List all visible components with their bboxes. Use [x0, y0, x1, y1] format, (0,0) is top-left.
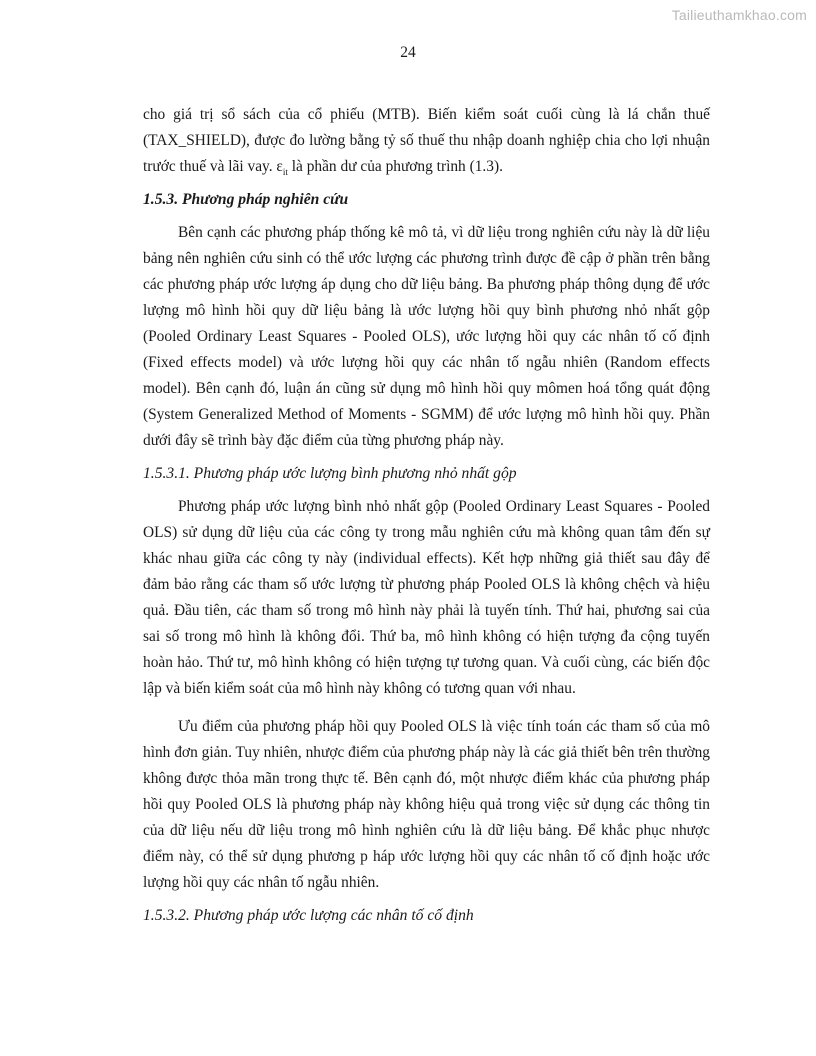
paragraph-research-methods: Bên cạnh các phương pháp thống kê mô tả, vì dữ liệu trong nghiên cứu này là dữ liệu bảng nên nghiên cứu sinh có thể ước lượng các phương trình được đề cập ở phần trên bằng các phương pháp ước lượng áp dụng cho dữ liệu bảng. Ba phương pháp thông dụng để ước lượng mô hình hồi quy dữ liệu bảng là ước lượng hồi quy bình phương nhỏ nhất gộp (Pooled Ordinary Least Squares - Pooled OLS), ước lượng hồi quy các nhân tố cố định (Fixed effects model) và ước lượng hồi quy các nhân tố ngẫu nhiên (Random effects model). Bên cạnh đó, luận án cũng sử dụng mô hình hồi quy mômen hoá tổng quát động (System Generalized Method of Moments - SGMM) để ước lượng mô hình hồi quy. Phần dưới đây sẽ trình bày đặc điểm của từng phương pháp này. — [143, 224, 710, 449]
paragraph-ols-advantages: Ưu điểm của phương pháp hồi quy Pooled OLS là việc tính toán các tham số của mô hình đơn giản. Tuy nhiên, nhược điểm của phương pháp này là các giả thiết bên trên thường không được thỏa mãn trong thực tế. Bên cạnh đó, một nhược điểm khác của phương pháp hồi quy Pooled OLS là phương pháp này không hiệu quả trong việc sử dụng các thông tin của dữ liệu nếu dữ liệu trong mô hình nghiên cứu là dữ liệu bảng. Để khắc phục nhược điểm này, có thể sử dụng phương p háp ước lượng hồi quy các nhân tố cố định hoặc ước lượng hồi quy các nhân tố ngẫu nhiên. — [143, 718, 710, 891]
section-heading-1-5-3: 1.5.3. Phương pháp nghiên cứu — [143, 191, 349, 208]
paragraph-pooled-ols: Phương pháp ước lượng bình nhỏ nhất gộp (Pooled Ordinary Least Squares - Pooled OLS) sử dụng dữ liệu của các công ty trong mẫu nghiên cứu mà không quan tâm đến sự khác nhau giữa các công ty này (individual effects). Kết hợp những giả thiết sau đây để đảm bảo rằng các tham số ước lượng từ phương pháp Pooled OLS là không chệch và hiệu quả. Đầu tiên, các tham số trong mô hình này phải là tuyến tính. Thứ hai, phương sai của sai số trong mô hình là không đổi. Thứ ba, mô hình không có hiện tượng đa cộng tuyến hoàn hảo. Thứ tư, mô hình không có hiện tượng tự tương quan. Và cuối cùng, các biến độc lập và biến kiểm soát của mô hình này không có tương quan với nhau. — [143, 498, 710, 697]
subscript-it: it — [282, 167, 288, 178]
watermark: Tailieuthamkhao.com — [671, 7, 807, 23]
paragraph-text-end: là phần dư của phương trình (1.3). — [287, 158, 503, 175]
paragraph-text: cho giá trị sổ sách của cổ phiếu (MTB). Biến kiểm soát cuối cùng là lá chắn thuế (TAX_SHIELD), được đo lường bằng tỷ số thuế thu nhập doanh nghiệp chia cho lợi nhuận trước thuế và lãi vay. ε — [143, 106, 710, 175]
subsection-heading-1-5-3-1: 1.5.3.1. Phương pháp ước lượng bình phương nhỏ nhất gộp — [143, 465, 517, 482]
subsection-heading-1-5-3-2: 1.5.3.2. Phương pháp ước lượng các nhân tố cố định — [143, 907, 474, 924]
document-body — [143, 102, 710, 936]
page-number: 24 — [400, 44, 416, 61]
paragraph-continuation — [143, 102, 710, 180]
